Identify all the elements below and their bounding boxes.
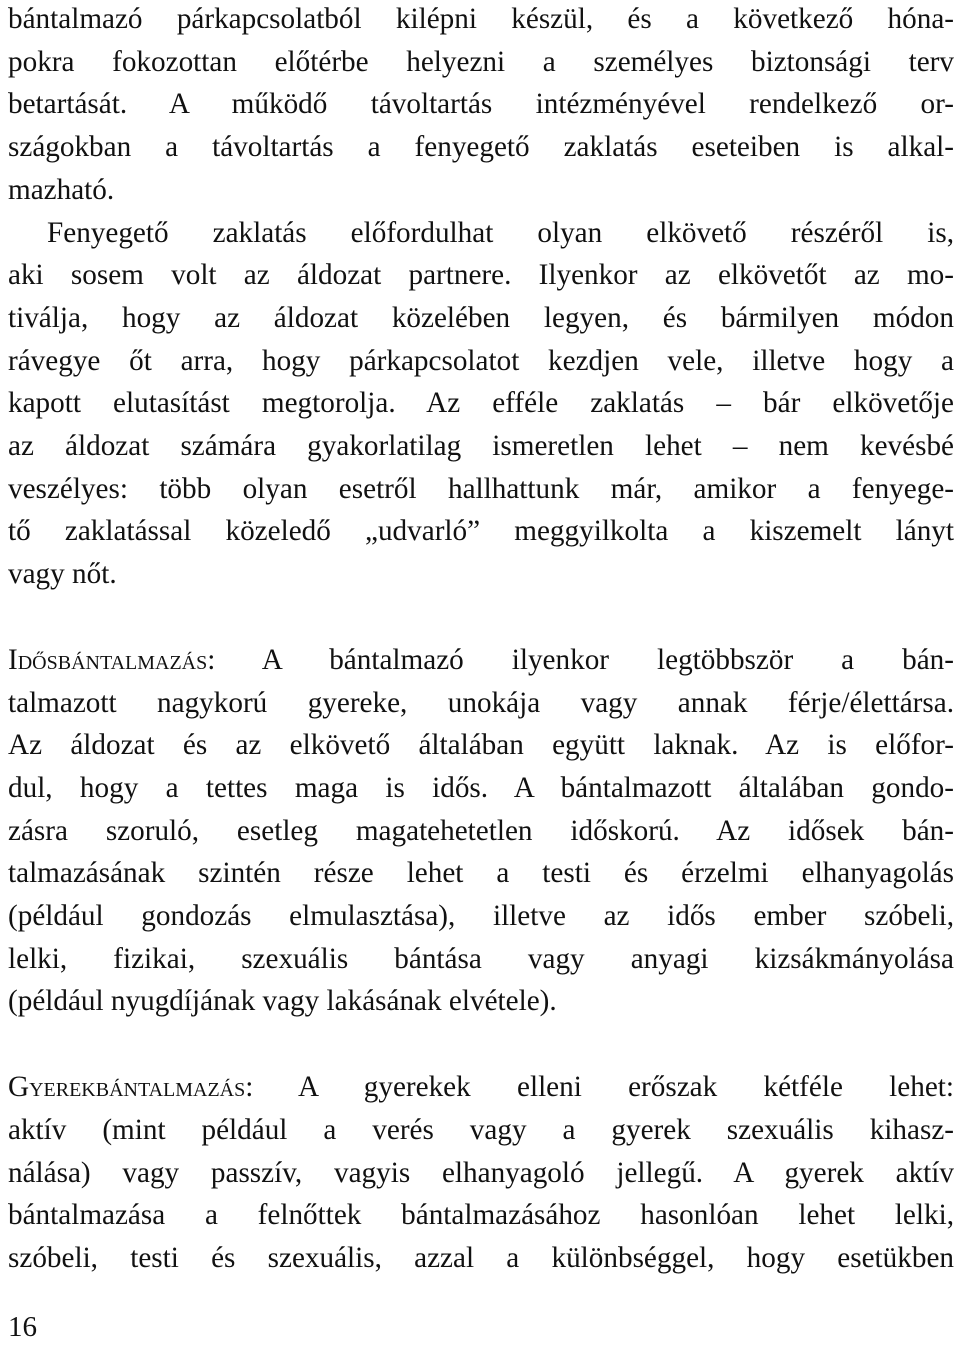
text-line: dul, hogy a tettes maga is idős. A bántalmazott általában gondo- bbox=[8, 771, 954, 804]
text-line bbox=[8, 639, 954, 682]
text-line: bántalmazó párkapcsolatból kilépni készül, és a következő hóna- bbox=[8, 3, 954, 35]
text-line: nálása) vagy passzív, vagyis elhanyagoló jellegű. A gyerek aktív bbox=[8, 1156, 954, 1189]
text-line: talmazott nagykorú gyereke, unokája vagy annak férje/élettársa. bbox=[8, 686, 954, 719]
paragraph-1 bbox=[8, 0, 954, 212]
text-line: kapott elutasítást megtorolja. Az efféle zaklatás – bár elkövetője bbox=[8, 387, 954, 420]
page-number: 16 bbox=[8, 1311, 37, 1343]
text-line: aki sosem volt az áldozat partnere. Ilyenkor az elkövetőt az mo- bbox=[8, 259, 954, 292]
paragraph-gap bbox=[8, 1023, 954, 1066]
paragraph-2 bbox=[8, 212, 954, 596]
text-line: tő zaklatással közeledő „udvarló” meggyilkolta a kiszemelt lányt bbox=[8, 515, 954, 548]
text-line: bántalmazása a felnőttek bántalmazásához hasonlóan lehet lelki, bbox=[8, 1199, 954, 1232]
text-line: (például gondozás elmulasztása), illetve az idős ember szóbeli, bbox=[8, 900, 954, 933]
paragraph-child-abuse bbox=[8, 1066, 954, 1280]
text-line: zásra szoruló, esetleg magatehetetlen időskorú. Az idősek bán- bbox=[8, 814, 954, 847]
section-lead: Idősbántalmazás: bbox=[8, 643, 216, 676]
text-line: veszélyes: több olyan esetről hallhattunk már, amikor a fenyege- bbox=[8, 472, 954, 505]
paragraph-gap bbox=[8, 596, 954, 639]
text-line: aktív (mint például a verés vagy a gyerek szexuális kihasz- bbox=[8, 1113, 954, 1146]
text-line: vagy nőt. bbox=[8, 558, 117, 591]
paragraph-elder-abuse bbox=[8, 639, 954, 1023]
text-line-rest: A gyerekek elleni erőszak kétféle lehet: bbox=[298, 1071, 955, 1104]
text-line: talmazásának szintén része lehet a testi és érzelmi elhanyagolás bbox=[8, 857, 954, 890]
text-line: rávegye őt arra, hogy párkapcsolatot kezdjen vele, illetve hogy a bbox=[8, 344, 954, 377]
text-line: lelki, fizikai, szexuális bántása vagy anyagi kizsákmányolása bbox=[8, 942, 954, 975]
page-body bbox=[8, 0, 954, 1280]
text-line: szóbeli, testi és szexuális, azzal a különbséggel, hogy esetükben bbox=[8, 1241, 954, 1274]
text-line: szágokban a távoltartás a fenyegető zaklatás eseteiben is alkal- bbox=[8, 131, 954, 164]
text-line: mazható. bbox=[8, 173, 115, 206]
text-line: az áldozat számára gyakorlatilag ismeretlen lehet – nem kevésbé bbox=[8, 430, 954, 463]
text-line: (például nyugdíjának vagy lakásának elvétele). bbox=[8, 985, 557, 1018]
text-line: betartását. A működő távoltartás intézményével rendelkező or- bbox=[8, 88, 954, 121]
text-line: pokra fokozottan előtérbe helyezni a személyes biztonsági terv bbox=[8, 45, 954, 78]
section-lead: Gyerekbántalmazás: bbox=[8, 1071, 254, 1104]
text-line: Az áldozat és az elkövető általában együtt laknak. Az is előfor- bbox=[8, 729, 954, 762]
text-line: tiválja, hogy az áldozat közelében legyen, és bármilyen módon bbox=[8, 301, 954, 334]
text-line: Fenyegető zaklatás előfordulhat olyan elkövető részéről is, bbox=[47, 216, 954, 249]
text-line-rest: A bántalmazó ilyenkor legtöbbször a bán- bbox=[261, 643, 954, 676]
text-line bbox=[8, 1066, 954, 1109]
